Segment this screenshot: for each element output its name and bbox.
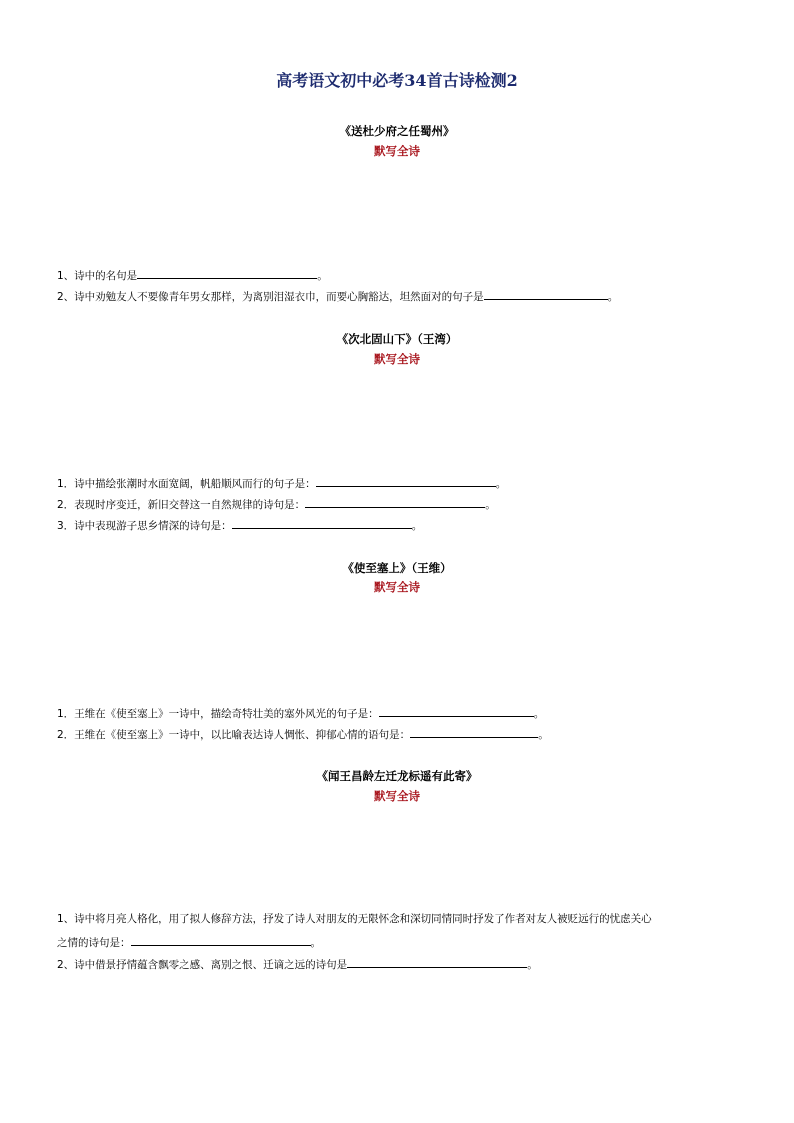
question-end: 。 (607, 291, 619, 303)
answer-blank[interactable] (131, 934, 311, 946)
question-text: 2．表现时序变迁，新旧交替这一自然规律的诗句是： (57, 499, 306, 511)
poem-instruction-4: 默写全诗 (374, 789, 420, 803)
question-text: 1．王维在《使至塞上》一诗中，描绘奇特壮美的塞外风光的句子是： (57, 708, 379, 720)
question-text: 之情的诗句是： (57, 937, 131, 949)
question-text: 1、诗中将月亮人格化，用了拟人修辞方法，抒发了诗人对朋友的无限怀念和深切同情同时抒发了作者对友人被贬远行的忧虑关心 (57, 913, 652, 925)
question-4-1 (57, 912, 652, 926)
poem-instruction-1: 默写全诗 (374, 144, 420, 158)
question-3-2 (57, 726, 549, 742)
poem-title-2: 《次北固山下》（王湾） (336, 332, 458, 346)
answer-blank[interactable] (316, 475, 496, 487)
poem-title-1: 《送杜少府之任蜀州》 (339, 124, 455, 138)
poem-instruction-2: 默写全诗 (374, 352, 420, 366)
poem-title-4: 《闻王昌龄左迁龙标遥有此寄》 (316, 769, 478, 783)
question-4-2 (57, 956, 538, 972)
answer-blank[interactable] (232, 517, 412, 529)
question-end: 。 (527, 959, 538, 971)
question-end: 。 (533, 708, 545, 720)
answer-blank[interactable] (379, 705, 534, 717)
question-2-1 (57, 475, 506, 491)
answer-blank[interactable] (484, 288, 608, 300)
answer-blank[interactable] (305, 496, 485, 508)
poem-title-3: 《使至塞上》（王维） (342, 561, 452, 575)
question-end: 。 (538, 729, 549, 741)
poem-instruction-3: 默写全诗 (374, 580, 420, 594)
question-2-3 (57, 517, 422, 533)
question-end: 。 (485, 499, 496, 511)
question-end: 。 (310, 937, 321, 949)
question-text: 3．诗中表现游子思乡情深的诗句是： (57, 520, 232, 532)
question-text: 2、诗中劝勉友人不要像青年男女那样，为离别泪湿衣巾，而要心胸豁达，坦然面对的句子是 (57, 291, 484, 303)
question-text: 2．王维在《使至塞上》一诗中，以比喻表达诗人惆怅、抑郁心情的语句是： (57, 729, 411, 741)
question-1-2 (57, 288, 618, 304)
question-text: 1、诗中的名句是 (57, 270, 138, 282)
answer-blank[interactable] (410, 726, 538, 738)
question-text: 1．诗中描绘张潮时水面宽阔，帆船顺风而行的句子是： (57, 478, 316, 490)
question-end: 。 (495, 478, 507, 490)
question-3-1 (57, 705, 544, 721)
page-title: 高考语文初中必考34首古诗检测2 (276, 71, 518, 90)
question-text: 2、诗中借景抒情蕴含飘零之感、离别之恨、迁谪之远的诗句是 (57, 959, 348, 971)
answer-blank[interactable] (137, 267, 317, 279)
question-end: 。 (317, 270, 328, 282)
question-1-1 (57, 267, 328, 283)
question-4-1-continued (57, 934, 321, 950)
question-2-2 (57, 496, 496, 512)
question-end: 。 (411, 520, 423, 532)
answer-blank[interactable] (347, 956, 527, 968)
